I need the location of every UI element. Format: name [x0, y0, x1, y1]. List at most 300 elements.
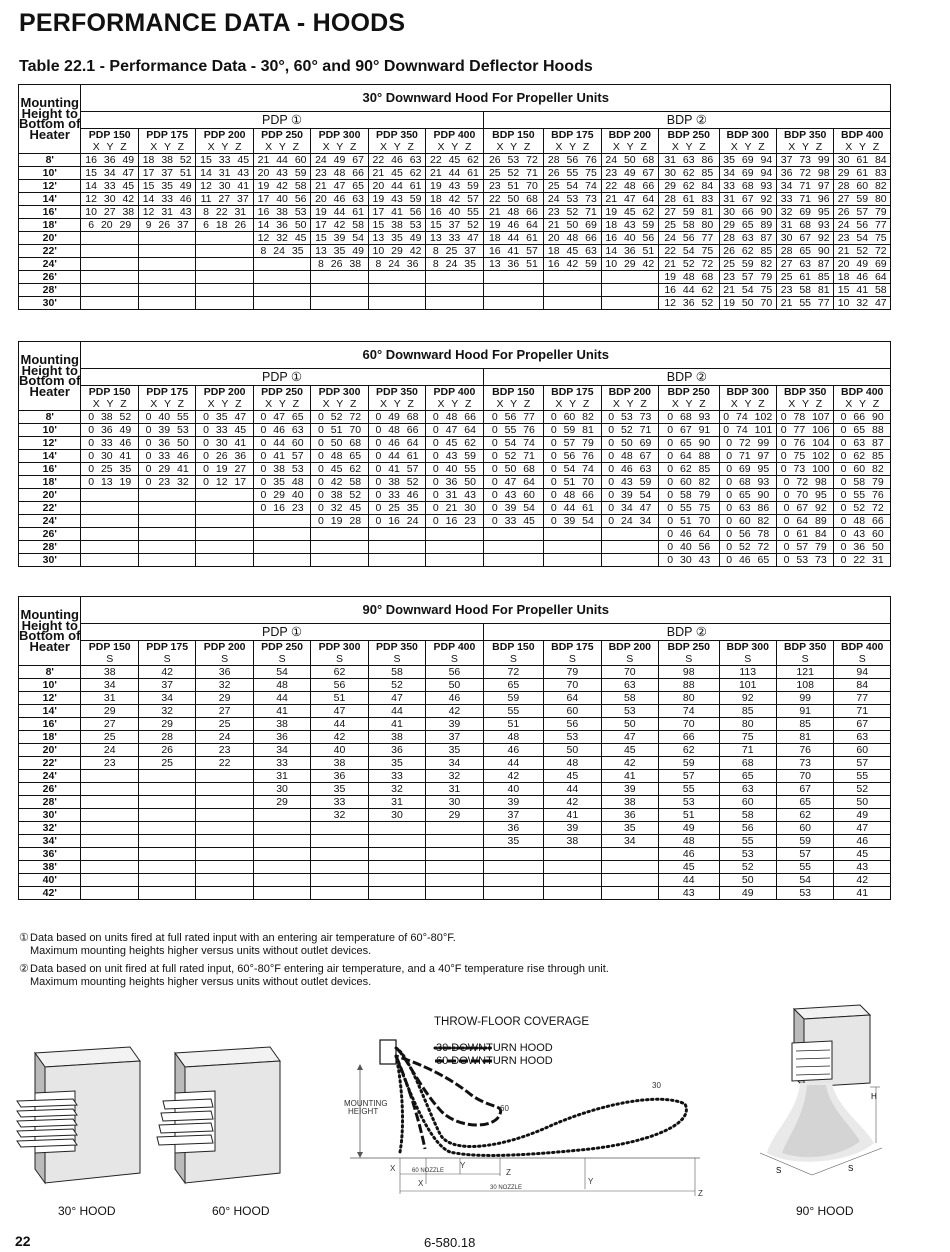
sub-header: X Y Z: [81, 141, 138, 154]
mounting-height-cell: 26': [19, 271, 81, 284]
table-cell: 0 45 62: [311, 463, 368, 476]
table-cell: [196, 783, 253, 796]
table-cell: 50: [426, 679, 483, 692]
table-cell: 10 27 38: [81, 206, 138, 219]
table-cell: 14 31 43: [196, 167, 253, 180]
table-cell: 0 66 90: [834, 411, 891, 424]
table-cell: [138, 770, 195, 783]
footnote-text: Maximum mounting heights higher versus units without outlet devices.: [30, 945, 372, 957]
table-cell: [544, 297, 601, 310]
table-cell: 56: [426, 666, 483, 679]
table-cell: 19 43 59: [426, 180, 483, 193]
table-cell: 42: [544, 796, 601, 809]
table-cell: 53: [601, 705, 658, 718]
table-cell: [601, 554, 658, 567]
table-cell: 0 46 63: [601, 463, 658, 476]
table-cell: [311, 822, 368, 835]
table-cell: 108: [776, 679, 833, 692]
table-cell: 0 13 19: [81, 476, 138, 489]
table-cell: 0 60 82: [659, 476, 719, 489]
table-cell: 16 42 59: [544, 258, 601, 271]
table-cell: [81, 271, 138, 284]
sub-header: X Y Z: [834, 398, 891, 411]
sub-header: X Y Z: [368, 141, 425, 154]
table-cell: 47: [311, 705, 368, 718]
table-cell: 80: [719, 718, 776, 731]
table-cell: 0 44 61: [544, 502, 601, 515]
table-cell: 44: [483, 757, 543, 770]
table-cell: 46: [426, 692, 483, 705]
sub-header: X Y Z: [81, 398, 138, 411]
table-row: [19, 887, 891, 900]
table-cell: 0 61 84: [776, 528, 833, 541]
table-cell: 0 50 68: [483, 463, 543, 476]
mounting-height-cell: 16': [19, 463, 81, 476]
column-header: PDP 150: [81, 386, 138, 399]
column-header: BDP 150: [483, 129, 543, 142]
table-cell: 48: [253, 679, 310, 692]
column-header: BDP 350: [776, 129, 833, 142]
mounting-height-cell: 10': [19, 679, 81, 692]
table-row: [19, 744, 891, 757]
diagram-60-label: 60: [500, 1104, 509, 1113]
table-cell: 0 36 50: [426, 476, 483, 489]
sub-header: X Y Z: [659, 398, 719, 411]
table-cell: 101: [719, 679, 776, 692]
table-cell: 15 35 49: [138, 180, 195, 193]
table-cell: [253, 887, 310, 900]
table-cell: [311, 297, 368, 310]
table-cell: 56: [544, 718, 601, 731]
table-cell: [368, 554, 425, 567]
table-cell: [311, 861, 368, 874]
table-cell: 47: [601, 731, 658, 744]
sub-header: X Y Z: [776, 398, 833, 411]
table-cell: 29: [253, 796, 310, 809]
table-row: [19, 848, 891, 861]
table-cell: 38: [81, 666, 138, 679]
table-cell: 38: [368, 731, 425, 744]
table-cell: 27: [196, 705, 253, 718]
table-cell: [138, 284, 195, 297]
table-cell: 38: [311, 757, 368, 770]
table-row: [19, 809, 891, 822]
table-row: [19, 219, 891, 232]
table-cell: 55: [719, 835, 776, 848]
table-cell: 49: [719, 887, 776, 900]
table-cell: 0 39 54: [601, 489, 658, 502]
table-cell: [138, 271, 195, 284]
table-cell: 20 48 66: [544, 232, 601, 245]
table-cell: [483, 887, 543, 900]
table-cell: 22 48 66: [601, 180, 658, 193]
page-title: PERFORMANCE DATA - HOODS: [19, 9, 406, 37]
table-row: [19, 705, 891, 718]
table-cell: 0 51 70: [311, 424, 368, 437]
table-cell: 10 32 47: [834, 297, 891, 310]
table-cell: 23: [81, 757, 138, 770]
mounting-height-cell: 12': [19, 180, 81, 193]
table-cell: [253, 297, 310, 310]
sub-header: S: [719, 653, 776, 666]
table-cell: 0 33 46: [81, 437, 138, 450]
table-row: [19, 258, 891, 271]
sub-header: X Y Z: [834, 141, 891, 154]
table-cell: [196, 284, 253, 297]
table-cell: 0 34 47: [601, 502, 658, 515]
table-cell: [544, 887, 601, 900]
table-cell: 26 57 79: [834, 206, 891, 219]
table-cell: 0 56 76: [544, 450, 601, 463]
table-cell: 59: [776, 835, 833, 848]
table-cell: 0 64 89: [776, 515, 833, 528]
table-row: [19, 245, 891, 258]
table-cell: 16 38 53: [253, 206, 310, 219]
sub-header: X Y Z: [138, 398, 195, 411]
table-cell: 34: [253, 744, 310, 757]
table-cell: 22 46 63: [368, 154, 425, 167]
table-cell: 0 30 43: [659, 554, 719, 567]
table-cell: [544, 541, 601, 554]
table-cell: 0 52 71: [601, 424, 658, 437]
table-cell: [253, 861, 310, 874]
table-cell: 30 67 92: [776, 232, 833, 245]
table-cell: 0 55 76: [834, 489, 891, 502]
table-cell: [311, 554, 368, 567]
table-cell: [253, 528, 310, 541]
table-cell: 0 31 43: [426, 489, 483, 502]
column-header: BDP 400: [834, 641, 891, 654]
pdp-group-header: PDP ①: [81, 369, 483, 386]
table-cell: 92: [719, 692, 776, 705]
table-cell: [81, 809, 138, 822]
table-cell: [138, 232, 195, 245]
table-cell: [311, 848, 368, 861]
table-cell: 45: [544, 770, 601, 783]
table-row: [19, 861, 891, 874]
column-header: PDP 350: [368, 386, 425, 399]
table-cell: [601, 541, 658, 554]
mounting-height-cell: 20': [19, 744, 81, 757]
table-cell: 46: [483, 744, 543, 757]
table-cell: 23 57 79: [719, 271, 776, 284]
table-cell: 50: [719, 874, 776, 887]
table-cell: [138, 848, 195, 861]
table-cell: 0 62 85: [659, 463, 719, 476]
table-cell: 0 69 95: [719, 463, 776, 476]
column-header: PDP 400: [426, 386, 483, 399]
table-cell: 19 46 64: [483, 219, 543, 232]
table-cell: 58: [601, 692, 658, 705]
table-cell: 28 60 82: [834, 180, 891, 193]
table-cell: 0 52 72: [719, 541, 776, 554]
table-cell: 41: [601, 770, 658, 783]
table-cell: 0 63 86: [719, 502, 776, 515]
table-cell: [368, 541, 425, 554]
table-cell: 39: [426, 718, 483, 731]
table-cell: 32: [368, 783, 425, 796]
table-cell: [426, 271, 483, 284]
table-cell: 20 46 63: [311, 193, 368, 206]
table-cell: 0 68 93: [659, 411, 719, 424]
table-cell: 38: [601, 796, 658, 809]
mounting-height-cell: 14': [19, 450, 81, 463]
diagram-z-label-2: Z: [698, 1189, 703, 1198]
table-cell: 43: [659, 887, 719, 900]
table-cell: 30: [368, 809, 425, 822]
table-cell: 0 45 62: [426, 437, 483, 450]
table-cell: [483, 848, 543, 861]
table-cell: [81, 297, 138, 310]
table-cell: 19 42 58: [253, 180, 310, 193]
table-cell: 23 54 75: [834, 232, 891, 245]
table-cell: 0 43 59: [426, 450, 483, 463]
table-cell: 53: [544, 731, 601, 744]
table-cell: 0 68 93: [719, 476, 776, 489]
table-cell: 0 56 77: [483, 411, 543, 424]
table-cell: 27 59 80: [834, 193, 891, 206]
diagram-mounting-label: MOUNTING: [344, 1099, 388, 1108]
table-cell: 33: [253, 757, 310, 770]
table-cell: [368, 822, 425, 835]
table-cell: [138, 809, 195, 822]
table-cell: 30 61 84: [834, 154, 891, 167]
table-cell: 38: [253, 718, 310, 731]
table-cell: 34 71 97: [776, 180, 833, 193]
table-cell: 26: [138, 744, 195, 757]
table-cell: 0 47 64: [426, 424, 483, 437]
sub-header: S: [426, 653, 483, 666]
table-cell: 27 59 81: [659, 206, 719, 219]
table-cell: 48: [659, 835, 719, 848]
bdp-group-header: BDP ②: [483, 112, 890, 129]
table-row: [19, 193, 891, 206]
table-cell: 21 50 69: [544, 219, 601, 232]
mounting-height-cell: 30': [19, 297, 81, 310]
table-cell: [601, 861, 658, 874]
table-cell: 58: [719, 809, 776, 822]
table-cell: 0 67 92: [776, 502, 833, 515]
footnote-1: [19, 932, 456, 958]
table-cell: 47: [834, 822, 891, 835]
table-cell: 0 76 104: [776, 437, 833, 450]
table-cell: [426, 554, 483, 567]
table-cell: 39: [544, 822, 601, 835]
table-cell: 14 33 45: [81, 180, 138, 193]
pdp-group-header: PDP ①: [81, 112, 483, 129]
footnote-text: Data based on unit fired at full rated input, 60°-80°F entering air temperature, and a 40°F temperature rise through unit.: [30, 963, 609, 975]
table-cell: [81, 848, 138, 861]
diagram-title: THROW-FLOOR COVERAGE: [434, 1016, 590, 1028]
table-cell: 0 53 73: [601, 411, 658, 424]
diagram-y-label: Y: [460, 1161, 466, 1170]
table-cell: 0 57 79: [776, 541, 833, 554]
table-row: [19, 232, 891, 245]
table-60-hood: [18, 341, 891, 567]
table-cell: 42: [426, 705, 483, 718]
table-cell: 37: [426, 731, 483, 744]
sub-header: S: [81, 653, 138, 666]
diagram-60-nozzle: 60 NOZZLE: [412, 1168, 445, 1174]
column-header: BDP 300: [719, 641, 776, 654]
mounting-height-cell: 28': [19, 796, 81, 809]
table-cell: 0 52 72: [311, 411, 368, 424]
table-cell: [81, 887, 138, 900]
table-row: [19, 757, 891, 770]
sub-header: S: [311, 653, 368, 666]
table-row: [19, 411, 891, 424]
table-cell: 56: [311, 679, 368, 692]
table-cell: 16 40 56: [601, 232, 658, 245]
table-cell: 94: [834, 666, 891, 679]
table-cell: [601, 297, 658, 310]
mounting-height-cell: 8': [19, 411, 81, 424]
table-cell: [138, 874, 195, 887]
table-cell: 48: [483, 731, 543, 744]
table-cell: 25 58 80: [659, 219, 719, 232]
table-cell: 22 50 68: [483, 193, 543, 206]
table-cell: 72: [483, 666, 543, 679]
mounting-height-cell: 30': [19, 554, 81, 567]
table-cell: 52: [368, 679, 425, 692]
table-row: [19, 271, 891, 284]
table-row: [19, 770, 891, 783]
table-cell: [196, 502, 253, 515]
mounting-height-cell: 26': [19, 783, 81, 796]
table-row: [19, 679, 891, 692]
mounting-height-header: Mounting Height to Bottom of Heater: [19, 85, 81, 154]
table-cell: 0 75 102: [776, 450, 833, 463]
mounting-height-cell: 22': [19, 502, 81, 515]
table-cell: 74: [659, 705, 719, 718]
table-cell: 28: [138, 731, 195, 744]
column-header: PDP 200: [196, 641, 253, 654]
table-cell: 25 52 71: [483, 167, 543, 180]
table-cell: 0 51 70: [544, 476, 601, 489]
column-header: PDP 250: [253, 641, 310, 654]
table-cell: 29: [196, 692, 253, 705]
table-cell: 37: [138, 679, 195, 692]
table-cell: 34: [138, 692, 195, 705]
table-cell: [253, 515, 310, 528]
column-header: PDP 350: [368, 641, 425, 654]
table-cell: 35: [311, 783, 368, 796]
table-cell: 0 16 23: [426, 515, 483, 528]
table-cell: 0 33 46: [138, 450, 195, 463]
table-cell: 0 50 68: [311, 437, 368, 450]
table-cell: 24: [196, 731, 253, 744]
bdp-group-header: BDP ②: [483, 624, 890, 641]
caption-30-hood: 30° HOOD: [58, 1204, 116, 1218]
sub-header: X Y Z: [483, 141, 543, 154]
document-number: 6-580.18: [424, 1235, 476, 1250]
column-header: BDP 200: [601, 129, 658, 142]
table-cell: 36: [483, 822, 543, 835]
table-cell: [81, 554, 138, 567]
table-cell: [138, 822, 195, 835]
column-header: PDP 175: [138, 386, 195, 399]
table-cell: 9 26 37: [138, 219, 195, 232]
table-cell: [196, 297, 253, 310]
table-cell: 59: [483, 692, 543, 705]
table-cell: 10 29 42: [601, 258, 658, 271]
table-cell: 31 67 92: [719, 193, 776, 206]
table-cell: 8 24 35: [253, 245, 310, 258]
mounting-height-cell: 34': [19, 835, 81, 848]
table-cell: 39: [483, 796, 543, 809]
table-cell: 25: [81, 731, 138, 744]
mounting-height-cell: 38': [19, 861, 81, 874]
table-cell: 63: [719, 783, 776, 796]
table-cell: [483, 528, 543, 541]
table-cell: 0 58 79: [659, 489, 719, 502]
sub-header: X Y Z: [253, 141, 310, 154]
table-cell: 0 30 41: [81, 450, 138, 463]
column-header: BDP 400: [834, 386, 891, 399]
mounting-height-cell: 20': [19, 489, 81, 502]
table-cell: [311, 541, 368, 554]
column-header: BDP 250: [659, 129, 719, 142]
table-cell: 12 30 42: [81, 193, 138, 206]
table-caption: Table 22.1 - Performance Data - 30°, 60° and 90° Downward Deflector Hoods: [19, 58, 593, 75]
table-cell: 0 55 75: [659, 502, 719, 515]
column-header: PDP 300: [311, 129, 368, 142]
diagram-x-label: X: [390, 1164, 396, 1173]
table-cell: [544, 848, 601, 861]
mounting-height-cell: 22': [19, 245, 81, 258]
table-cell: 38: [544, 835, 601, 848]
table-row: [19, 424, 891, 437]
table-cell: 42: [311, 731, 368, 744]
table-row: [19, 666, 891, 679]
table-cell: 0 58 79: [834, 476, 891, 489]
table-cell: [138, 835, 195, 848]
table-cell: 0 29 40: [253, 489, 310, 502]
table-cell: 18 44 61: [483, 232, 543, 245]
table-cell: 70: [601, 666, 658, 679]
table-cell: [196, 848, 253, 861]
table-cell: 0 36 50: [834, 541, 891, 554]
table-cell: [544, 271, 601, 284]
table-cell: 0 16 24: [368, 515, 425, 528]
table-cell: 0 41 57: [253, 450, 310, 463]
table-cell: 32: [426, 770, 483, 783]
table-cell: 76: [776, 744, 833, 757]
table-cell: [483, 554, 543, 567]
footnote-2: [19, 963, 609, 989]
pdp-group-header: PDP ①: [81, 624, 483, 641]
table-cell: 28 56 76: [544, 154, 601, 167]
table-cell: [196, 541, 253, 554]
table-cell: [426, 528, 483, 541]
table-cell: 0 77 106: [776, 424, 833, 437]
table-cell: 28 65 90: [776, 245, 833, 258]
table-cell: 12 36 52: [659, 297, 719, 310]
table-cell: [81, 835, 138, 848]
table-cell: 18 42 57: [426, 193, 483, 206]
table-cell: [368, 887, 425, 900]
table-cell: [368, 861, 425, 874]
table-cell: 13 36 51: [483, 258, 543, 271]
table-cell: 15 39 54: [311, 232, 368, 245]
table-cell: 26 55 75: [544, 167, 601, 180]
table-row: [19, 463, 891, 476]
diagram-s-label-2: S: [848, 1164, 854, 1173]
table-cell: 33 68 93: [719, 180, 776, 193]
table-cell: 70: [659, 718, 719, 731]
table-cell: 44: [368, 705, 425, 718]
table-cell: 66: [659, 731, 719, 744]
